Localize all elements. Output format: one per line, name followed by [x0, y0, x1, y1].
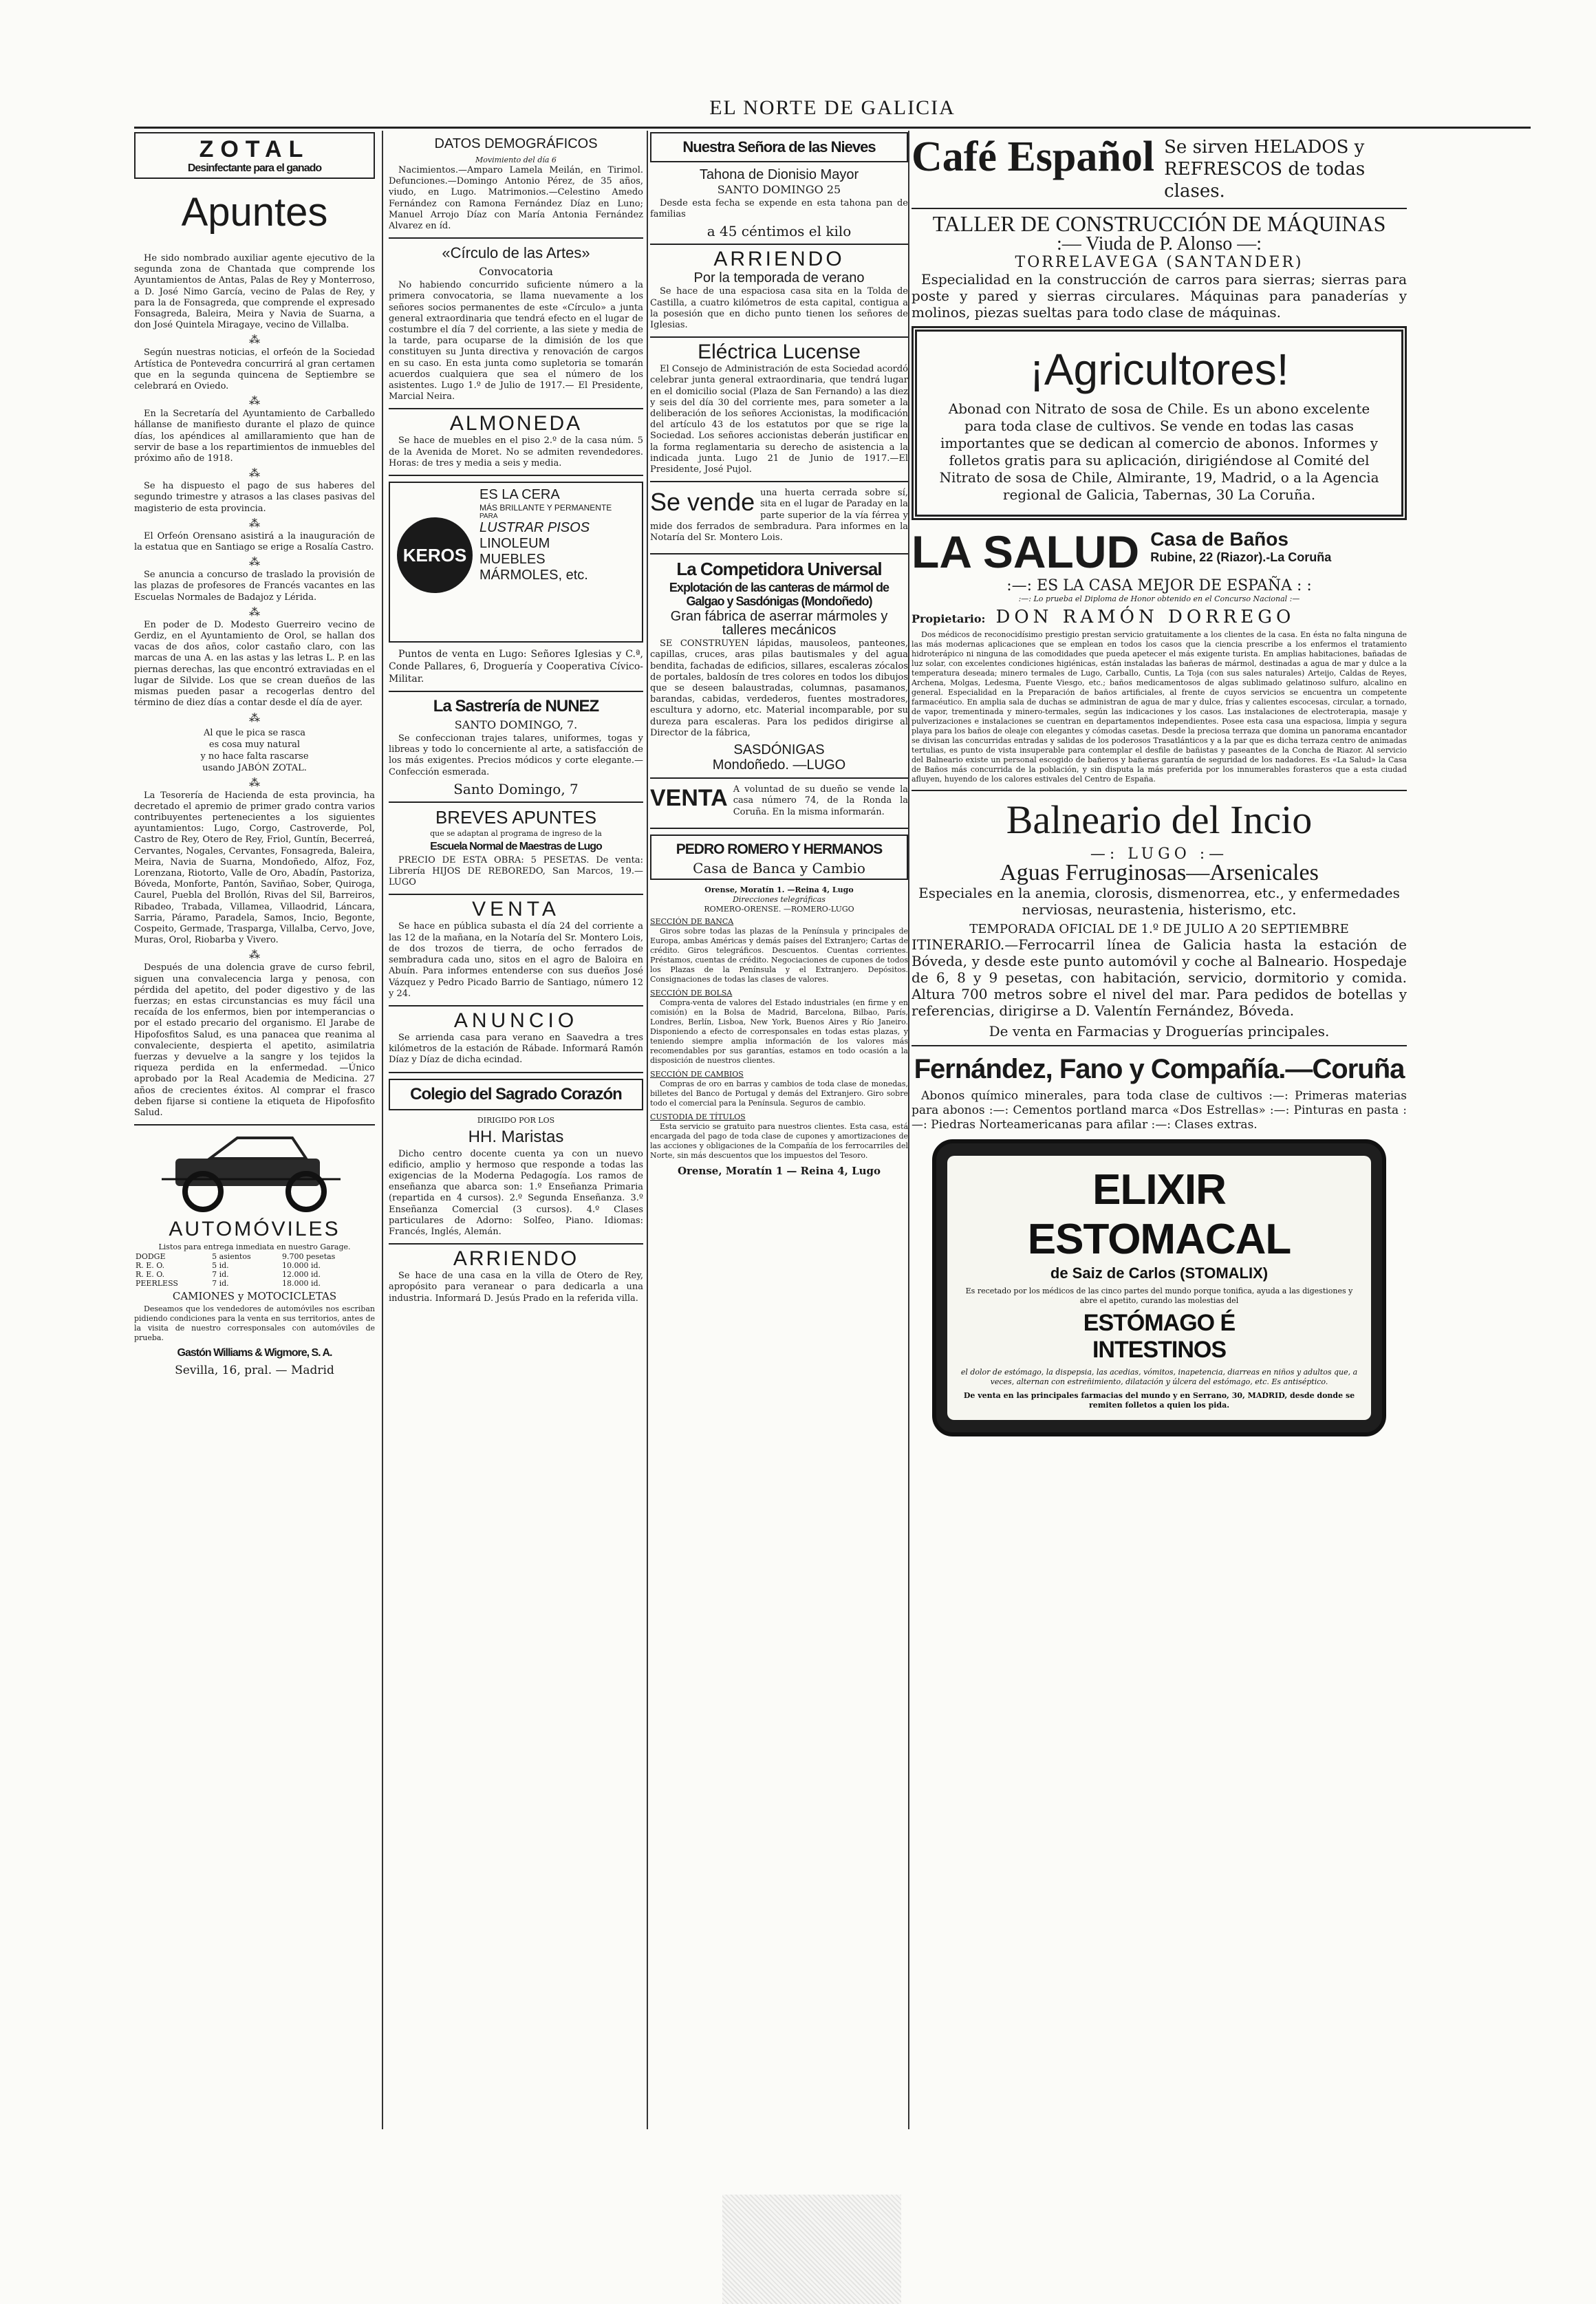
breves-text: PRECIO DE ESTA OBRA: 5 PESETAS. De venta: Librería HIJOS DE REBOREDO, San Marcos, 19.—LUGO — [389, 854, 643, 888]
elixir-intro: Es recetado por los médicos de las cinco partes del mundo porque tonifica, ayuda a las digestiones y abre el apetito, curando las molestias del — [965, 1286, 1353, 1305]
verse-line: usando JABÓN ZOTAL. — [202, 762, 307, 773]
circulo-title: «Círculo de las Artes» — [442, 244, 590, 262]
circulo-text: No habiendo concurrido suficiente número a la primera convocatoria, se llama nuevamente a los señores socios permanentes de este «Círculo» a junta general extraordinaria que tendrá efecto en el lugar de costumbre el día 7 del corriente, a las siete y media de la tarde, para ocuparse de la dimisión de los que constituyen su Junta directiva y renovación de cargos en su caso. En esta junta como supletoria se tomarán acuerdos cualquiera que sea el número de los asistentes. Lugo 1.º de Julio de 1917.— El Presidente, Marcial Neira. — [389, 280, 643, 402]
venta-casa-text: A voluntad de su dueño se vende la casa número 74, de la Ronda la Coruña. En la misma informarán. — [733, 784, 908, 817]
elixir-ad — [932, 1139, 1386, 1436]
tahona-address: SANTO DOMINGO 25 — [717, 183, 841, 196]
section-rule — [650, 777, 908, 779]
circulo-subtitle: Convocatoria — [479, 265, 553, 279]
arriendo-text: Se hace de una espaciosa casa sita en la Tolda de Castilla, a cuatro kilómetros de esta capital, contigua a la posesión que en dicho punto tienen los señores de Iglesias. — [650, 286, 908, 331]
arriendo2-text: Se hace de una casa en la villa de Otero de Rey, apropósito para veranear o para dedicarla a una industria. Informará D. Jesús Prado en la referida villa. — [389, 1271, 643, 1304]
breves-subtitle: que se adaptan al programa de ingreso de la — [430, 828, 602, 838]
taller-title: TALLER DE CONSTRUCCIÓN DE MÁQUINAS — [932, 211, 1386, 236]
incio-footer: De venta en Farmacias y Droguerías principales. — [989, 1023, 1330, 1040]
section-rule — [389, 408, 643, 409]
keros-line: MUEBLES — [479, 552, 546, 568]
column-2 — [389, 132, 643, 2127]
almoneda-text: Se hace de muebles en el piso 2.º de la casa núm. 5 de la Avenida de Moret. No se admiten revendedores. Horas: de tres y media a seis y media. — [389, 435, 643, 469]
zotal-subtitle: Desinfectante para el ganado — [187, 162, 322, 174]
zotal-verse — [134, 727, 375, 774]
bolsa-text: Compra-venta de valores del Estado industriales (en firme y en comisión) en la Bolsa de Madrid, Barcelona, Bilbao, París, Londres, Berlín, Lisboa, New York, Buenos Aires y Río Janeiro. Disponiendo a efecto de corresponsales en todas estas plazas, y teniendo siempre amplia información de los valores más recomendables por sus garantías, estamos en todo ocasión a la disposición de nuestros clientes. — [650, 998, 908, 1065]
print-smudge — [722, 2195, 901, 2304]
sevende-ad — [650, 488, 908, 548]
apuntes-paragraph: Se anuncia a concurso de traslado la provisión de las plazas de profesores de Francés vacantes en las Escuelas Normales de Badajoz y Lérida. — [134, 570, 375, 603]
competidora-title: La Competidora Universal — [676, 559, 882, 580]
venta-text: Se hace en pública subasta el día 24 del corriente a las 12 de la mañana, en la Notaría del Sr. Montero Lois, de dos trozos de tierra, de ocho ferrados de sembradura cada uno, sitos en el agro de Baloira en Abuín. Para informes entenderse con sus dueños José Vázquez y Pedro Picado Barrio de Santiago, número 12 y 24. — [389, 921, 643, 999]
keros-text: Puntos de venta en Lugo: Señores Iglesias y C.ª, Conde Pallares, 6, Droguería y Cooperativa Cívico-Militar. — [389, 649, 643, 685]
keros-ad — [389, 482, 643, 643]
colegio-directed: DIRIGIDO POR LOS — [477, 1115, 555, 1125]
separator-asterism: ⁂ — [249, 394, 260, 408]
automoviles-title: AUTOMÓVILES — [169, 1218, 341, 1241]
agricultores-text: Abonad con Nitrato de sosa de Chile. Es un abono excelente para toda clase de cultivos. Se vende en todas las casas importantes que se dedican al comercio de abonos. Informes y folletos gratis para su aplicación, dirigiéndose al Comité del Nitrato de sosa de Chile, Almirante, 19, Madrid, o a la Agencia regional de Galicia, Tabernas, 30 La Coruña. — [939, 400, 1379, 503]
arriendo-title: ARRIENDO — [713, 248, 845, 271]
sastreria-title: La Sastrería de NUNEZ — [433, 697, 599, 716]
incio-subtitle: Aguas Ferruginosas—Arsenicales — [1000, 860, 1319, 885]
salud-owner: DON RAMÓN DORREGO — [995, 607, 1295, 627]
venta-casa-ad — [650, 784, 908, 822]
table-row — [134, 1252, 375, 1261]
sastreria-footer: Santo Domingo, 7 — [453, 780, 579, 797]
banca-text: Giros sobre todas las plazas de la Península y principales de Europa, ambas Américas y demás países del Extranjero; Cartas de crédito. Giros telegráficos. Descuentos. Cuentas corrientes. Préstamos, cuentas de crédito. Negociaciones de cupones de todos los Plazas de la Península y el Extranjero. Depósitos. Consignaciones de todas las clases de valores. — [650, 926, 908, 984]
car-model: R. E. O. — [136, 1270, 165, 1280]
elixir-sale: De venta en las principales farmacias del mundo y en Serrano, 30, MADRID, desde donde se remiten folletos a quien los pida. — [963, 1391, 1355, 1410]
column-divider — [908, 131, 909, 2129]
camiones-line: CAMIONES y MOTOCICLETAS — [172, 1290, 337, 1303]
cambios-heading: SECCIÓN DE CAMBIOS — [650, 1069, 744, 1079]
separator-asterism: ⁂ — [249, 711, 260, 724]
separator-asterism: ⁂ — [249, 775, 260, 789]
elixir-subtitle: de Saiz de Carlos (STOMALIX) — [1050, 1264, 1269, 1282]
section-rule — [912, 1045, 1407, 1046]
incio-text: ITINERARIO.—Ferrocarril línea de Galicia hasta la estación de Bóveda, y desde este punto automóvil y coche al Balneario. Hospedaje de 6, 8 y 9 pesetas, con habitación, servicio, dormitorio y comida. Altura 700 metros sobre el nivel del mar. Para pedidos de botellas y referencias, dirigirse a D. Valentín Fernández, Bóveda. — [912, 936, 1407, 1019]
table-row — [134, 1279, 375, 1288]
car-model: DODGE — [136, 1252, 166, 1262]
tahona-title: Tahona de Dionisio Mayor — [699, 167, 859, 182]
anuncio-title: ANUNCIO — [453, 1009, 579, 1032]
incio-temporada: TEMPORADA OFICIAL DE 1.º DE JULIO A 20 SEPTIEMBRE — [969, 922, 1349, 936]
competidora-sign: SASDÓNIGAS — [733, 742, 825, 758]
apuntes-title: Apuntes — [181, 190, 328, 235]
section-rule — [389, 1072, 643, 1073]
romero-subtitle: Casa de Banca y Cambio — [693, 859, 865, 876]
cafe-side: Se sirven HELADOS y REFRESCOS de todas clases. — [1164, 137, 1366, 202]
firm-address: Sevilla, 16, pral. — Madrid — [175, 1364, 334, 1378]
romero-address: Orense, Moratín 1. —Reina 4, Lugo — [704, 885, 854, 894]
apuntes-paragraph: El Orfeón Orensano asistirá a la inauguración de la estatua que en Santiago se erige a Rosalía Castro. — [134, 530, 375, 553]
keros-line: LINOLEUM — [479, 536, 550, 552]
column-divider — [382, 131, 383, 2129]
salud-diploma: :—: Lo prueba el Diploma de Honor obtenido en el Concurso Nacional :— — [1018, 594, 1300, 603]
agricultores-ad — [912, 326, 1407, 520]
car-model: R. E. O. — [136, 1261, 165, 1271]
salud-title: LA SALUD — [912, 526, 1140, 577]
section-rule — [389, 801, 643, 803]
section-rule — [389, 237, 643, 239]
car-seats: 7 id. — [212, 1270, 229, 1280]
elixir-big1: ESTÓMAGO É — [1083, 1310, 1236, 1336]
column-3 — [650, 132, 908, 2127]
romero-cable: ROMERO-ORENSE. —ROMERO-LUGO — [704, 904, 854, 914]
custodia-heading: CUSTODIA DE TÍTULOS — [650, 1112, 746, 1121]
bolsa-heading: SECCIÓN DE BOLSA — [650, 988, 733, 998]
section-rule — [912, 208, 1407, 209]
electrica-title: Eléctrica Lucense — [698, 341, 861, 364]
demografia-title: DATOS DEMOGRÁFICOS — [434, 136, 598, 151]
keros-line: MÁRMOLES, etc. — [479, 568, 588, 583]
column-divider — [647, 131, 648, 2129]
zotal-title: ZOTAL — [199, 136, 310, 162]
venta-casa-title: VENTA — [650, 785, 728, 812]
taller-text: Especialidad en la construcción de carros para sierras; sierras para poste y pared y sierras circulares. Máquinas para panaderías y molinos, piezas sueltas para todo clase de máquinas. — [912, 271, 1407, 321]
elixir-inner — [947, 1156, 1371, 1420]
verse-line: es cosa muy natural — [208, 739, 301, 750]
colegio-title: Colegio del Sagrado Corazón — [410, 1084, 622, 1103]
taller-location: TORRELAVEGA (SANTANDER) — [1015, 254, 1304, 271]
salud-address: Rubine, 22 (Riazor).-La Coruña — [1150, 550, 1332, 564]
keros-lines — [479, 487, 638, 583]
tahona-text: Desde esta fecha se expende en esta tahona pan de familias — [650, 198, 908, 220]
section-rule — [650, 553, 908, 555]
competidora-subtitle: Explotación de las canteras de mármol de Galgao y Sasdónigas (Mondoñedo) — [669, 581, 889, 609]
romero-telegraph-label: Direcciones telegráficas — [733, 894, 826, 904]
car-price: 10.000 id. — [282, 1261, 321, 1271]
sevende-text: una huerta cerrada sobre sí, sita en el lugar de Paraday en la parte superior de la vía férrea y mide dos ferrados de sembradura. Para informes en la Notaría del Sr. Montero Lois. — [650, 488, 908, 543]
electrica-text: El Consejo de Administración de esta Sociedad acordó celebrar junta general extraordinaria, que tendrá lugar en el domicilio social (Plaza de San Fernando) a las diez y seis del día 30 del corriente mes, para someter a la deliberación de los señores Accionistas, la modificación del artículo 43 de los estatutos por que se rige la Sociedad. Los señores accionistas deberán justificar en la forma reglamentaria su derecho de asistencia a la indicada junta. Lugo 21 de Junio de 1917.—El Presidente, José Pujol. — [650, 364, 908, 475]
salud-slogan: :—: ES LA CASA MEJOR DE ESPAÑA : : — [1006, 577, 1312, 594]
car-price: 12.000 id. — [282, 1270, 321, 1280]
sastreria-text: Se confeccionan trajes talares, uniformes, togas y libreas y todo lo concerniente al arte, a satisfacción de los más exigentes. Precios módicos y corte elegante.— Confección esmerada. — [389, 733, 643, 777]
section-rule — [389, 475, 643, 476]
colegio-hh: HH. Maristas — [468, 1127, 564, 1146]
section-rule — [389, 691, 643, 692]
apuntes-paragraph: En poder de D. Modesto Guerreiro vecino de Gerdiz, en el Ayuntamiento de Orol, se hallan dos vacas de dos años, color castaño claro, con las marcas de una A. en las astas y las letras L. P. en las piernas derechas, las que encontró extraviadas en el lugar de Silvide. Los que se crean dueños de las mismas pueden pasar a recogerlas dentro del término de diez días a contar desde el día de ayer. — [134, 619, 375, 709]
competidora-location: Mondoñedo. —LUGO — [712, 757, 846, 773]
almoneda-title: ALMONEDA — [449, 412, 583, 435]
automoviles-ad — [134, 1131, 375, 1377]
colegio-text: Dicho centro docente cuenta ya con un nuevo edificio, amplio y hermoso que responde a todas las exigencias de la Moderna Pedagogía. Los ramos de enseñanza que abarca son: 1.º Enseñanza Primaria (repartida en 4 cursos). 2.º Segunda Enseñanza. 3.º Enseñanza Comercial (3 cursos). 4.º Clases particulares de Adorno: Solfeo, Piano. Idiomas: Francés, Inglés, Alemán. — [389, 1148, 643, 1237]
masthead: EL NORTE DE GALICIA — [709, 96, 956, 119]
anuncio-text: Se arrienda casa para verano en Saavedra a tres kilómetros de la estación de Rábade. Informará Ramón Díaz y Díaz de dicha ecindad. — [389, 1032, 643, 1066]
car-price-table — [134, 1252, 375, 1288]
automobile-illustration — [134, 1131, 375, 1214]
apuntes-paragraph: He sido nombrado auxiliar agente ejecutivo de la segunda zona de Chantada que comprende los Ayuntamientos de Antas, Palas de Rey y Monterroso, a D. José Nimo García, vecino de Palas de Rey, y para la de Fonsagreda, que comprende el expresado Fonsagreda, Baleira, Meira y Navia de Suarna, a don José Quintela Miragaye, vecino de Villalba. — [134, 253, 375, 331]
cafe-title: Café Español — [912, 133, 1155, 180]
section-rule — [650, 244, 908, 245]
separator-asterism: ⁂ — [249, 516, 260, 530]
apuntes-paragraph: La Tesorería de Hacienda de esta provincia, ha decretado el apremio de primer grado contra varios contribuyentes pertenecientes a los siguientes ayuntamientos: Lugo, Corgo, Castroverde, Pol, Castro de Rey, Otero de Rey, Friol, Guntín, Becerreá, Cervantes, Nogales, Cervantes, Fonsagreda, Baleira, Meira, Navia de Suarna, Mondoñedo, Alfoz, Foz, Lorenzana, Riotorto, Valle de Oro, Abadín, Pastoriza, Bóveda, Monforte, Pantón, Saviñao, Sober, Quiroga, Caurel, Puebla del Brollón, Rivas del Sil, Barreiros, Ribadeo, Trabada, Villamea, Villaodrid, Láncara, Sarria, Páramo, Paradela, Samos, Incio, Begonte, Cospeito, Germade, Trasparga, Villalba, Cervo, Jove, Muras, Orol, Riobarba y Vivero. — [134, 790, 375, 946]
table-row — [134, 1270, 375, 1279]
demografia-subtitle: Movimiento del día 6 — [475, 155, 557, 164]
breves-escuela: Escuela Normal de Maestras de Lugo — [430, 840, 602, 852]
apuntes-paragraph: En la Secretaría del Ayuntamiento de Carballedo hállanse de manifiesto durante el plazo de quince días, los apéndices al amillaramiento que han de servir de base a los repartimientos de inmuebles del próximo año de 1918. — [134, 409, 375, 464]
section-rule — [650, 481, 908, 482]
arriendo2-title: ARRIENDO — [453, 1247, 579, 1271]
car-seats: 7 id. — [212, 1279, 229, 1289]
car-seats: 5 asientos — [212, 1252, 251, 1262]
demografia-text: Nacimientos.—Amparo Lamela Meilán, en Tirimol. Defunciones.—Domingo Antonio Pérez, de 35 años, viudo, en Lugo. Matrimonios.—Celestino Amedo Fernández con Ramona Fernández Díaz en Luno; Manuel Arrojo Díaz con María Antonia Fernández Alvarez en íd. — [389, 165, 643, 232]
sevende-title: Se vende — [650, 488, 755, 517]
separator-asterism: ⁂ — [249, 605, 260, 618]
salud-text: Dos médicos de reconocidísimo prestigio prestan servicio gratuitamente a los clientes de la casa. En ésta no falta ninguna de las más modernas aplicaciones que se emplean en todos los casos que la ciencia prescribe a los enfermos el tratamiento hidroterápico ni ninguna de las comodidades que pueda apetecer el más exigente turista. En amplias habitaciones, bañadas de luz solar, con excelentes condiciones higiénicas, están instaladas las bañeras de mármol, destinadas a agua de mar y dulce a la temperatura deseada; minero termales de Lugo, Carballo, Cuntis, La Toja (con sus sales naturales) Arteijo, Caldas de Reyes, Archena, Molgas, Ledesma, Fuente Viesgo, etc.; baños medicamentosos de algas sublimado gelatinoso sulfuro, alcalino en general. Especialidad en la Preparación de baños artificiales, al frente de cuyos servicios se encuentra un competente farmacéutico. En amplia sala de duchas se administran de agua de mar y dulce, frías y calientes escocesas, circular, a tornado, de vapor, trementinada y minero-termales, según las indicaciones y los casos. Las instalaciones de electroterapia, masaje y pulverizaciones e instalaciones se cuentran en departamentos independientes. Posee esta casa una espaciosa, limpia y segura playa para los baños de oleaje con elegantes y cómodas casetas. Desde la preciosa terraza que domina un panorama encantador se divisan las concurridas entradas y salidas de los poderosos Trasatlánticos y a la par que es dicha terraza centro de animadas tertulias, es punto de vista insuperable para contemplar el desfile de bañistas y paseantes de la Concha de Riazor. Al servicio del Balneario existe un personal escogido de bañeros y bañeras garantía de seguridad de los nadadores. Es «La Salud» la Casa de Baños más concurrida de la población, y sin disputa la más preferida por los innumerables forasteros que a esta ciudad afluyen, huyendo de los calores estivales del Centro de España. — [912, 630, 1407, 784]
salud-side: Casa de Baños — [1150, 528, 1288, 550]
salud-owner-line — [912, 607, 1407, 627]
separator-asterism: ⁂ — [249, 333, 260, 347]
incio-title: Balneario del Incio — [1006, 797, 1313, 842]
automoviles-subtitle: Listos para entrega inmediata en nuestro Garage. — [158, 1242, 351, 1252]
nieves-banner — [650, 132, 908, 162]
verse-line: y no hace falta rascarse — [200, 751, 309, 762]
car-price: 18.000 id. — [282, 1279, 321, 1289]
car-price: 9.700 pesetas — [282, 1252, 336, 1262]
separator-asterism: ⁂ — [249, 948, 260, 962]
column-4 — [912, 132, 1407, 2127]
apuntes-paragraph: Según nuestras noticias, el orfeón de la Sociedad Artística de Pontevedra concurrirá al gran certamen que en la segunda quincena de Septiembre se celebrará en Oviedo. — [134, 347, 375, 392]
section-rule — [912, 790, 1407, 791]
keros-logo: KEROS — [397, 517, 473, 593]
romero-footer: Orense, Moratín 1 — Reina 4, Lugo — [677, 1164, 881, 1177]
car-seats: 5 id. — [212, 1261, 229, 1271]
section-rule — [134, 1124, 375, 1126]
colegio-banner — [389, 1079, 643, 1110]
section-rule — [389, 1243, 643, 1245]
banca-heading: SECCIÓN DE BANCA — [650, 916, 734, 926]
cafe-espanol-ad — [912, 132, 1407, 202]
keros-line: ES LA CERA — [479, 487, 560, 503]
incio-lugo: —: LUGO :— — [1090, 846, 1229, 863]
section-rule — [650, 828, 908, 829]
romero-banner — [650, 835, 908, 880]
la-salud-ad — [912, 526, 1407, 578]
automoviles-note: Deseamos que los vendedores de automóviles nos escriban pidiendo condiciones para la venta en sus territorios, antes de la visita de nuestro corresponsales con automóviles de prueba. — [134, 1304, 375, 1343]
venta-title: VENTA — [472, 898, 560, 921]
agricultores-title: ¡Agricultores! — [1029, 345, 1289, 394]
zotal-ad — [134, 132, 375, 179]
salud-owner-label: Propietario: — [912, 612, 986, 625]
masthead-rule — [134, 127, 1531, 129]
section-rule — [650, 336, 908, 338]
competidora-text: SE CONSTRUYEN lápidas, mausoleos, panteones, capillas, cruces, aras pilas bautismales y del agua bendita, fachadas de edificios, sillares, escaleras zócalos de portales, baldosín de tres colores en todos los dibujos que se deseen balaustradas, columnas, pasamanos, barandas, cabidas, verdederos, fuentes mostradores, escultura y adorno, etc. Material incomparable, por su dureza para escaleras. Para los pedidos dirigirse al Director de la fábrica, — [650, 638, 908, 738]
verse-line: Al que le pica se rasca — [204, 727, 305, 738]
keros-line: MÁS BRILLANTE Y PERMANENTE — [479, 503, 612, 513]
elixir-text: el dolor de estómago, la dispepsia, las acedias, vómitos, inapetencia, diarreas en niños y adultos que, a veces, alternan con estreñimiento, dilatación y úlcera del estómago, etc. Es antiséptico. — [960, 1368, 1358, 1386]
custodia-text: Esta servicio se gratuito para nuestros clientes. Esta casa, está encargada del pago de toda clase de cupones y amortizaciones de las acciones y obligaciones de la Compañía de los ferrocarriles del Norte, sin más descuentos que los impuestos del Tesoro. — [650, 1121, 908, 1160]
fernandez-text: Abonos químico minerales, para toda clase de cultivos :—: Primeras materias para abonos :—: Cementos portland marca «Dos Estrellas» :—: Pinturas en pasta :—: Piedras Norteamericanas para afilar :—: Clases extras. — [912, 1089, 1407, 1132]
column-1 — [134, 132, 375, 2127]
fernandez-title: Fernández, Fano y Compañía.—Coruña — [914, 1054, 1405, 1084]
incio-spec: Especiales en la anemia, clorosis, dismenorrea, etc., y enfermedades nerviosas, neurastenia, histerismo, etc. — [918, 885, 1400, 918]
romero-title: PEDRO ROMERO Y HERMANOS — [676, 841, 883, 857]
arriendo-subtitle: Por la temporada de verano — [693, 270, 865, 286]
nieves-title: Nuestra Señora de las Nieves — [682, 138, 876, 155]
section-rule — [389, 894, 643, 895]
table-row — [134, 1261, 375, 1270]
elixir-title: ELIXIR ESTOMACAL — [1027, 1166, 1291, 1263]
taller-owner: :— Viuda de P. Alonso —: — [1056, 233, 1262, 255]
tahona-price: a 45 céntimos el kilo — [707, 223, 852, 240]
elixir-big2: INTESTINOS — [1092, 1337, 1227, 1363]
apuntes-paragraph: Después de una dolencia grave de curso febril, siguen una convalecencia larga y penosa, con pérdida del apetito, del poder digestivo y de las fuerzas; en estas circunstancias es muy fácil una recaída de los enfermos, bien por intemperancias o por el estado precario del organismo. El Jarabe de Hipofosfitos Salud, es una panacea que reanima al convaleciente, despierta el apetito, asimilatria fuerzas y devuelve a la sangre y los tejidos la riqueza perdida en la enfermedad. —Único aprobado por la Real Academia de Medicina. 27 años de crecientes éxitos. Al comprar el frasco deben fijarse si contiene la etiqueta de Hipofosfito Salud. — [134, 962, 375, 1118]
sastreria-address: SANTO DOMINGO, 7. — [454, 718, 578, 732]
keros-line: PARA — [479, 513, 498, 521]
competidora-fabrica: Gran fábrica de aserrar mármoles y talleres mecánicos — [670, 609, 888, 638]
breves-title: BREVES APUNTES — [435, 806, 597, 828]
car-model: PEERLESS — [136, 1279, 178, 1289]
apuntes-paragraph: Se ha dispuesto el pago de sus haberes del segundo trimestre y atrasos a las clases pasivas del magisterio de esta provincia. — [134, 481, 375, 514]
separator-asterism: ⁂ — [249, 555, 260, 569]
firm-name: Gastón Williams & Wigmore, S. A. — [177, 1347, 332, 1359]
separator-asterism: ⁂ — [249, 466, 260, 480]
section-rule — [389, 1005, 643, 1006]
keros-line: LUSTRAR PISOS — [479, 520, 590, 536]
cambios-text: Compras de oro en barras y cambios de toda clase de monedas, billetes del Banco de Portugal y demás del Extranjero. Giro sobre todo el comercial para la Península. Seguros de cambio. — [650, 1079, 908, 1108]
